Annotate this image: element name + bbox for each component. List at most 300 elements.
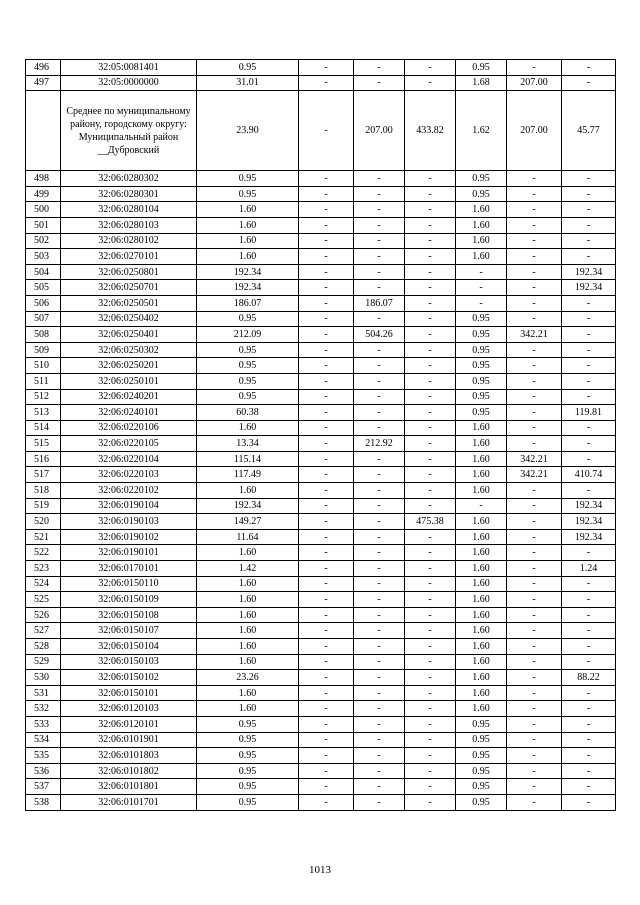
value-cell-3: -	[354, 529, 405, 545]
value-cell-5: 0.95	[456, 794, 507, 810]
value-cell-5: 0.95	[456, 716, 507, 732]
table-row	[26, 670, 616, 686]
value-cell-6: -	[507, 623, 562, 639]
value-cell-1: 1.42	[197, 561, 299, 577]
value-cell-6: 342.21	[507, 467, 562, 483]
value-cell-1: 0.95	[197, 794, 299, 810]
value-cell-4: -	[405, 732, 456, 748]
value-cell-6: -	[507, 670, 562, 686]
value-cell-2: -	[299, 436, 354, 452]
cadastral-quarter-cell: Среднее по муниципальному району, городскому округу: Муниципальный район __Дубровский	[61, 91, 197, 171]
value-cell-1: 0.95	[197, 186, 299, 202]
value-cell-6: -	[507, 716, 562, 732]
value-cell-4: -	[405, 483, 456, 499]
value-cell-7: -	[562, 233, 616, 249]
value-cell-7: 192.34	[562, 498, 616, 514]
value-cell-4: -	[405, 561, 456, 577]
value-cell-1: 60.38	[197, 405, 299, 421]
value-cell-2: -	[299, 794, 354, 810]
value-cell-1: 1.60	[197, 202, 299, 218]
value-cell-4: -	[405, 436, 456, 452]
value-cell-3: -	[354, 779, 405, 795]
value-cell-6: 342.21	[507, 327, 562, 343]
value-cell-4: -	[405, 327, 456, 343]
value-cell-2: -	[299, 405, 354, 421]
value-cell-2: -	[299, 217, 354, 233]
value-cell-5: 1.60	[456, 607, 507, 623]
value-cell-7: -	[562, 701, 616, 717]
value-cell-2: -	[299, 91, 354, 171]
table-row	[26, 405, 616, 421]
row-number-cell: 518	[26, 483, 61, 499]
value-cell-7: -	[562, 451, 616, 467]
cadastral-quarter-cell: 32:06:0280302	[61, 171, 197, 187]
value-cell-3: 212.92	[354, 436, 405, 452]
value-cell-5: 1.60	[456, 249, 507, 265]
table-row	[26, 623, 616, 639]
cadastral-quarter-cell: 32:06:0150109	[61, 592, 197, 608]
value-cell-3: -	[354, 514, 405, 530]
value-cell-1: 1.60	[197, 607, 299, 623]
value-cell-2: -	[299, 467, 354, 483]
table-row	[26, 60, 616, 76]
table-row	[26, 342, 616, 358]
value-cell-3: -	[354, 451, 405, 467]
value-cell-4: -	[405, 670, 456, 686]
value-cell-4: -	[405, 779, 456, 795]
row-number-cell: 534	[26, 732, 61, 748]
value-cell-2: -	[299, 654, 354, 670]
value-cell-7: -	[562, 436, 616, 452]
value-cell-2: -	[299, 670, 354, 686]
summary-row	[26, 91, 616, 171]
value-cell-2: -	[299, 623, 354, 639]
value-cell-1: 192.34	[197, 498, 299, 514]
value-cell-7: -	[562, 794, 616, 810]
row-number-cell: 503	[26, 249, 61, 265]
table-row	[26, 75, 616, 91]
value-cell-4: -	[405, 467, 456, 483]
value-cell-1: 149.27	[197, 514, 299, 530]
value-cell-5: 1.60	[456, 576, 507, 592]
table-row	[26, 701, 616, 717]
value-cell-5: -	[456, 295, 507, 311]
value-cell-5: 0.95	[456, 389, 507, 405]
value-cell-3: -	[354, 607, 405, 623]
value-cell-1: 1.60	[197, 592, 299, 608]
value-cell-5: 0.95	[456, 327, 507, 343]
row-number-cell: 527	[26, 623, 61, 639]
value-cell-6: -	[507, 763, 562, 779]
cadastral-quarter-cell: 32:06:0101803	[61, 748, 197, 764]
table-row	[26, 373, 616, 389]
value-cell-6: -	[507, 389, 562, 405]
value-cell-5: -	[456, 280, 507, 296]
table-row	[26, 748, 616, 764]
value-cell-1: 1.60	[197, 654, 299, 670]
value-cell-3: -	[354, 373, 405, 389]
cadastral-quarter-cell: 32:06:0120101	[61, 716, 197, 732]
row-number-cell: 515	[26, 436, 61, 452]
table-row	[26, 529, 616, 545]
cadastral-quarter-cell: 32:05:0081401	[61, 60, 197, 76]
row-number-cell: 513	[26, 405, 61, 421]
value-cell-3: -	[354, 545, 405, 561]
value-cell-2: -	[299, 358, 354, 374]
cadastral-quarter-cell: 32:06:0270101	[61, 249, 197, 265]
value-cell-5: 1.62	[456, 91, 507, 171]
value-cell-6: -	[507, 732, 562, 748]
value-cell-4: -	[405, 420, 456, 436]
value-cell-7: 192.34	[562, 514, 616, 530]
value-cell-4: -	[405, 545, 456, 561]
table-row	[26, 576, 616, 592]
table-row	[26, 389, 616, 405]
value-cell-2: -	[299, 763, 354, 779]
value-cell-3: -	[354, 576, 405, 592]
value-cell-2: -	[299, 342, 354, 358]
value-cell-5: 1.60	[456, 483, 507, 499]
value-cell-4: -	[405, 264, 456, 280]
table-row	[26, 436, 616, 452]
value-cell-1: 1.60	[197, 576, 299, 592]
value-cell-5: 1.60	[456, 623, 507, 639]
value-cell-5: 0.95	[456, 779, 507, 795]
value-cell-1: 0.95	[197, 779, 299, 795]
value-cell-4: -	[405, 75, 456, 91]
value-cell-5: 1.60	[456, 670, 507, 686]
row-number-cell: 536	[26, 763, 61, 779]
value-cell-6: -	[507, 639, 562, 655]
table-row	[26, 202, 616, 218]
value-cell-6: -	[507, 171, 562, 187]
value-cell-6: -	[507, 592, 562, 608]
value-cell-4: -	[405, 249, 456, 265]
value-cell-3: -	[354, 561, 405, 577]
value-cell-5: 1.60	[456, 529, 507, 545]
value-cell-1: 212.09	[197, 327, 299, 343]
value-cell-6: -	[507, 483, 562, 499]
value-cell-2: -	[299, 685, 354, 701]
table-row	[26, 264, 616, 280]
value-cell-6: -	[507, 202, 562, 218]
value-cell-5: 0.95	[456, 405, 507, 421]
table-row	[26, 639, 616, 655]
value-cell-4: -	[405, 202, 456, 218]
cadastral-quarter-cell: 32:06:0250402	[61, 311, 197, 327]
table-row	[26, 607, 616, 623]
value-cell-7: -	[562, 639, 616, 655]
value-cell-7: -	[562, 295, 616, 311]
table-row	[26, 358, 616, 374]
value-cell-5: 1.68	[456, 75, 507, 91]
value-cell-4: -	[405, 171, 456, 187]
value-cell-4: -	[405, 498, 456, 514]
value-cell-6: -	[507, 561, 562, 577]
value-cell-3: -	[354, 467, 405, 483]
value-cell-3: -	[354, 186, 405, 202]
value-cell-6: -	[507, 607, 562, 623]
cadastral-quarter-cell: 32:06:0150104	[61, 639, 197, 655]
page-number: 1013	[309, 864, 331, 876]
cadastral-quarter-cell: 32:06:0240101	[61, 405, 197, 421]
cadastral-quarter-cell: 32:06:0190102	[61, 529, 197, 545]
value-cell-6: -	[507, 186, 562, 202]
row-number-cell: 499	[26, 186, 61, 202]
value-cell-3: -	[354, 483, 405, 499]
value-cell-3: -	[354, 701, 405, 717]
value-cell-2: -	[299, 576, 354, 592]
cadastral-quarter-cell: 32:06:0101801	[61, 779, 197, 795]
value-cell-7: 192.34	[562, 529, 616, 545]
value-cell-6: -	[507, 685, 562, 701]
value-cell-7: 88.22	[562, 670, 616, 686]
value-cell-2: -	[299, 373, 354, 389]
value-cell-3: -	[354, 639, 405, 655]
value-cell-5: 0.95	[456, 732, 507, 748]
cadastral-quarter-cell: 32:06:0250101	[61, 373, 197, 389]
value-cell-7: -	[562, 373, 616, 389]
row-number-cell: 516	[26, 451, 61, 467]
value-cell-4: -	[405, 389, 456, 405]
value-cell-1: 1.60	[197, 639, 299, 655]
value-cell-4: -	[405, 451, 456, 467]
value-cell-2: -	[299, 639, 354, 655]
table-row	[26, 498, 616, 514]
value-cell-3: -	[354, 763, 405, 779]
row-number-cell: 530	[26, 670, 61, 686]
value-cell-3: -	[354, 654, 405, 670]
value-cell-1: 1.60	[197, 685, 299, 701]
row-number-cell: 501	[26, 217, 61, 233]
value-cell-6: -	[507, 342, 562, 358]
value-cell-3: -	[354, 171, 405, 187]
cadastral-quarter-cell: 32:06:0250302	[61, 342, 197, 358]
table-row	[26, 779, 616, 795]
value-cell-3: -	[354, 311, 405, 327]
value-cell-4: -	[405, 701, 456, 717]
value-cell-1: 1.60	[197, 217, 299, 233]
value-cell-4: 475.38	[405, 514, 456, 530]
value-cell-2: -	[299, 779, 354, 795]
table-row	[26, 451, 616, 467]
value-cell-1: 0.95	[197, 716, 299, 732]
value-cell-7: -	[562, 545, 616, 561]
table-row	[26, 654, 616, 670]
value-cell-7: -	[562, 732, 616, 748]
value-cell-4: -	[405, 716, 456, 732]
value-cell-3: 207.00	[354, 91, 405, 171]
cadastral-quarter-cell: 32:06:0150102	[61, 670, 197, 686]
value-cell-6: -	[507, 295, 562, 311]
cadastral-quarter-cell: 32:06:0150110	[61, 576, 197, 592]
row-number-cell: 508	[26, 327, 61, 343]
value-cell-7: -	[562, 327, 616, 343]
value-cell-2: -	[299, 202, 354, 218]
row-number-cell: 537	[26, 779, 61, 795]
table-row	[26, 732, 616, 748]
row-number-cell: 511	[26, 373, 61, 389]
value-cell-3: -	[354, 748, 405, 764]
table-row	[26, 514, 616, 530]
table-row	[26, 217, 616, 233]
cadastral-quarter-cell: 32:06:0120103	[61, 701, 197, 717]
value-cell-3: -	[354, 592, 405, 608]
cadastral-quarter-cell: 32:06:0280103	[61, 217, 197, 233]
value-cell-5: 1.60	[456, 592, 507, 608]
value-cell-2: -	[299, 451, 354, 467]
value-cell-6: -	[507, 436, 562, 452]
value-cell-2: -	[299, 171, 354, 187]
value-cell-3: -	[354, 249, 405, 265]
value-cell-1: 0.95	[197, 171, 299, 187]
cadastral-quarter-cell: 32:06:0280102	[61, 233, 197, 249]
value-cell-1: 0.95	[197, 748, 299, 764]
value-cell-5: 0.95	[456, 358, 507, 374]
value-cell-4: -	[405, 373, 456, 389]
value-cell-5: 1.60	[456, 451, 507, 467]
value-cell-5: 1.60	[456, 436, 507, 452]
value-cell-4: -	[405, 358, 456, 374]
value-cell-5: 1.60	[456, 545, 507, 561]
value-cell-4: -	[405, 685, 456, 701]
table-row	[26, 763, 616, 779]
value-cell-6: -	[507, 280, 562, 296]
cadastral-quarter-cell: 32:06:0150107	[61, 623, 197, 639]
value-cell-4: -	[405, 639, 456, 655]
value-cell-1: 0.95	[197, 732, 299, 748]
value-cell-5: 0.95	[456, 171, 507, 187]
value-cell-2: -	[299, 545, 354, 561]
value-cell-2: -	[299, 483, 354, 499]
value-cell-7: -	[562, 202, 616, 218]
value-cell-3: -	[354, 732, 405, 748]
value-cell-2: -	[299, 280, 354, 296]
value-cell-6: -	[507, 60, 562, 76]
value-cell-5: -	[456, 264, 507, 280]
value-cell-7: 192.34	[562, 280, 616, 296]
table-row	[26, 716, 616, 732]
table-row	[26, 186, 616, 202]
value-cell-3: -	[354, 233, 405, 249]
value-cell-1: 1.60	[197, 233, 299, 249]
row-number-cell: 497	[26, 75, 61, 91]
value-cell-1: 1.60	[197, 701, 299, 717]
row-number-cell: 500	[26, 202, 61, 218]
value-cell-3: -	[354, 358, 405, 374]
row-number-cell: 498	[26, 171, 61, 187]
value-cell-7: 45.77	[562, 91, 616, 171]
table-row	[26, 171, 616, 187]
value-cell-3: -	[354, 420, 405, 436]
value-cell-7: -	[562, 607, 616, 623]
table-row	[26, 561, 616, 577]
row-number-cell: 509	[26, 342, 61, 358]
value-cell-5: 0.95	[456, 373, 507, 389]
cadastral-quarter-cell: 32:06:0250201	[61, 358, 197, 374]
table-body	[26, 60, 616, 811]
value-cell-1: 192.34	[197, 264, 299, 280]
table-row	[26, 592, 616, 608]
row-number-cell: 532	[26, 701, 61, 717]
value-cell-3: 186.07	[354, 295, 405, 311]
row-number-cell: 506	[26, 295, 61, 311]
value-cell-7: -	[562, 358, 616, 374]
value-cell-1: 186.07	[197, 295, 299, 311]
row-number-cell: 496	[26, 60, 61, 76]
value-cell-4: -	[405, 342, 456, 358]
cadastral-quarter-cell: 32:06:0150103	[61, 654, 197, 670]
value-cell-4: -	[405, 576, 456, 592]
value-cell-3: -	[354, 670, 405, 686]
value-cell-3: -	[354, 716, 405, 732]
value-cell-4: 433.82	[405, 91, 456, 171]
value-cell-6: -	[507, 748, 562, 764]
value-cell-2: -	[299, 561, 354, 577]
value-cell-4: -	[405, 405, 456, 421]
value-cell-5: 1.60	[456, 467, 507, 483]
cadastral-quarter-cell: 32:06:0240201	[61, 389, 197, 405]
row-number-cell: 529	[26, 654, 61, 670]
value-cell-7: -	[562, 420, 616, 436]
row-number-cell: 522	[26, 545, 61, 561]
cadastral-quarter-cell: 32:06:0250501	[61, 295, 197, 311]
value-cell-6: -	[507, 405, 562, 421]
value-cell-1: 0.95	[197, 60, 299, 76]
value-cell-6: -	[507, 701, 562, 717]
table-row	[26, 249, 616, 265]
row-number-cell: 504	[26, 264, 61, 280]
value-cell-3: -	[354, 623, 405, 639]
value-cell-7: -	[562, 217, 616, 233]
value-cell-4: -	[405, 654, 456, 670]
value-cell-1: 1.60	[197, 483, 299, 499]
table-row	[26, 311, 616, 327]
row-number-cell: 514	[26, 420, 61, 436]
row-number-cell: 533	[26, 716, 61, 732]
table-row	[26, 794, 616, 810]
value-cell-7: 119.81	[562, 405, 616, 421]
cadastral-quarter-cell: 32:06:0220102	[61, 483, 197, 499]
value-cell-5: 1.60	[456, 701, 507, 717]
row-number-cell: 520	[26, 514, 61, 530]
value-cell-2: -	[299, 60, 354, 76]
value-cell-6: -	[507, 654, 562, 670]
value-cell-3: -	[354, 498, 405, 514]
value-cell-2: -	[299, 607, 354, 623]
table-row	[26, 295, 616, 311]
value-cell-4: -	[405, 295, 456, 311]
value-cell-4: -	[405, 311, 456, 327]
value-cell-3: -	[354, 75, 405, 91]
cadastral-quarter-cell: 32:06:0190104	[61, 498, 197, 514]
cadastral-quarter-cell: 32:06:0101701	[61, 794, 197, 810]
value-cell-6: -	[507, 264, 562, 280]
value-cell-7: -	[562, 311, 616, 327]
value-cell-6: -	[507, 514, 562, 530]
value-cell-2: -	[299, 264, 354, 280]
row-number-cell: 531	[26, 685, 61, 701]
value-cell-4: -	[405, 280, 456, 296]
value-cell-7: -	[562, 654, 616, 670]
table-row	[26, 467, 616, 483]
value-cell-2: -	[299, 716, 354, 732]
value-cell-2: -	[299, 498, 354, 514]
cadastral-quarter-cell: 32:06:0101901	[61, 732, 197, 748]
value-cell-5: 0.95	[456, 763, 507, 779]
value-cell-2: -	[299, 311, 354, 327]
value-cell-6: -	[507, 249, 562, 265]
